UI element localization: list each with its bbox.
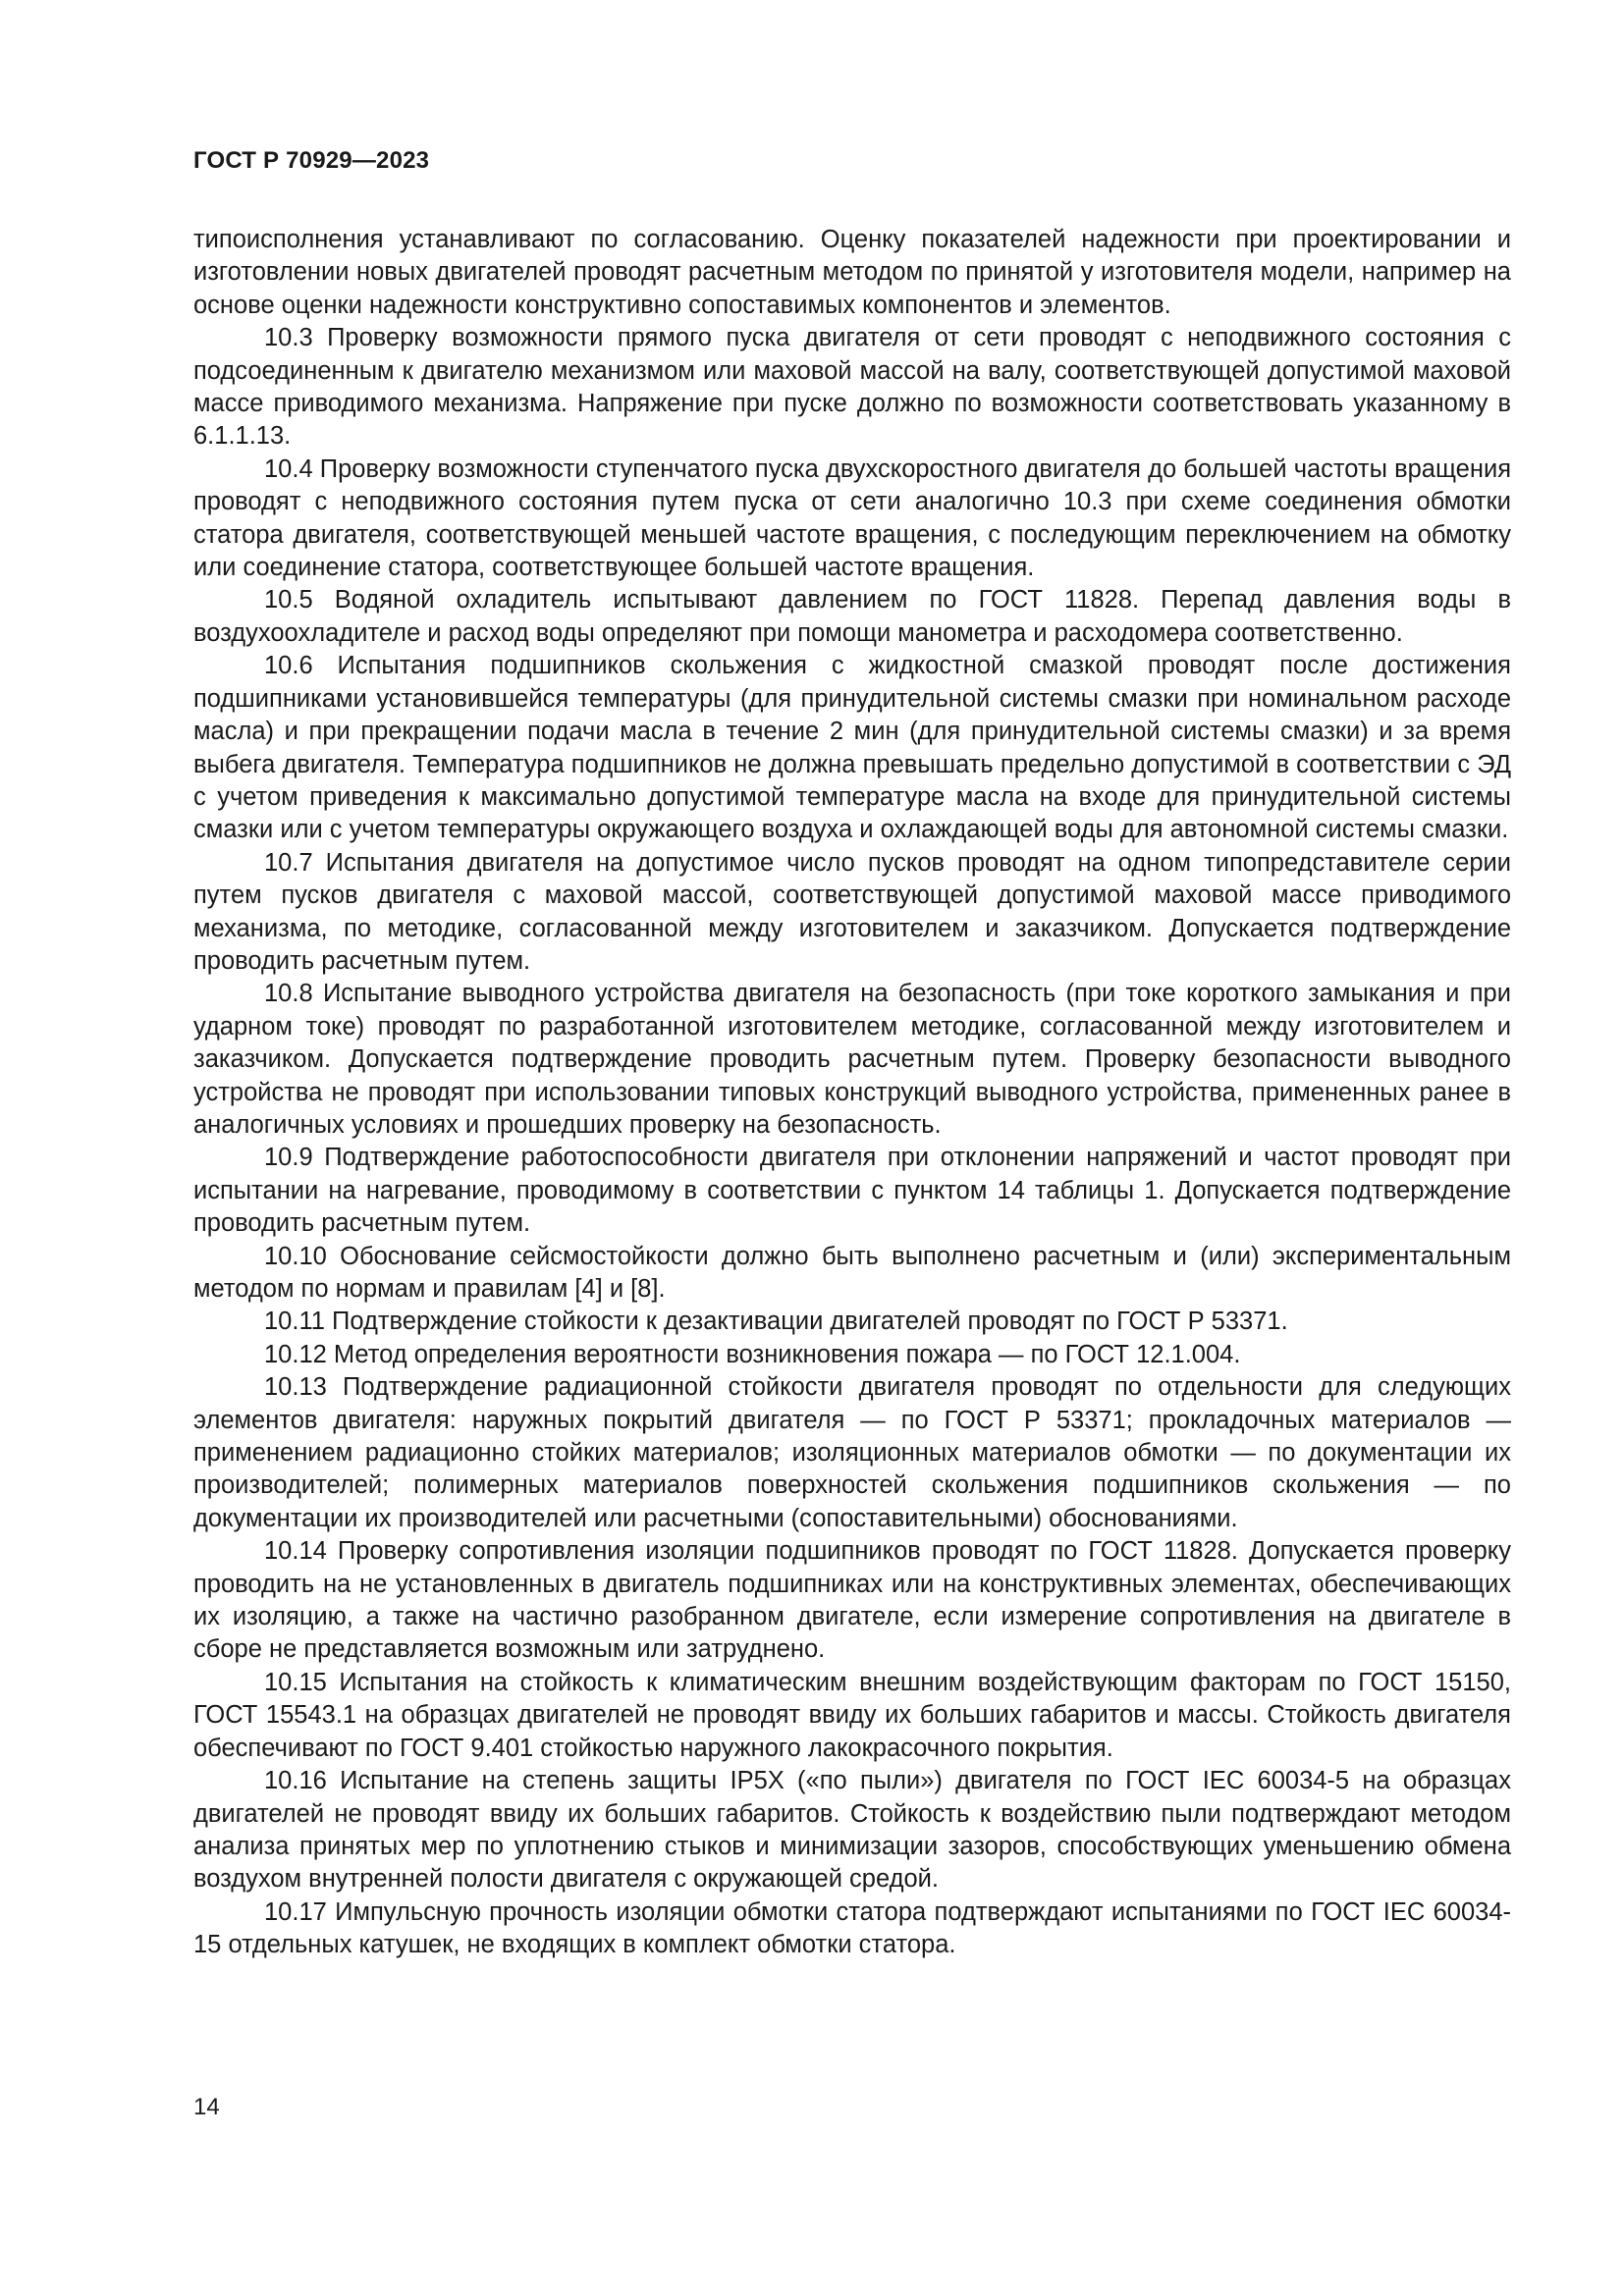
page-number: 14 <box>193 2094 220 2120</box>
document-body <box>193 224 1511 1962</box>
paragraph-10-5: 10.5 Водяной охладитель испытывают давлением по ГОСТ 11828. Перепад давления воды в воздухоохладителе и расход воды определяют при помощи манометра и расходомера соответственно. <box>193 586 1511 647</box>
paragraph-10-9: 10.9 Подтверждение работоспособности двигателя при отклонении напряжений и частот проводят при испытании на нагревание, проводимому в соответствии с пунктом 14 таблицы 1. Допускается подтверждение проводить расчетным путем. <box>193 1144 1511 1238</box>
paragraph-10-13: 10.13 Подтверждение радиационной стойкости двигателя проводят по отдельности для следующих элементов двигателя: наружных покрытий двигателя — по ГОСТ Р 53371; прокладочных материалов — применением радиационно стойких материалов; изоляционных материалов обмотки — по документации их производителей; полимерных материалов поверхностей скольжения подшипников скольжения — по документации их производителей или расчетными (сопоставительными) обоснованиями. <box>193 1373 1511 1532</box>
paragraph-10-16: 10.16 Испытание на степень защиты IP5X («по пыли») двигателя по ГОСТ IEC 60034-5 на образцах двигателей не проводят ввиду их больших габаритов. Стойкость к воздействию пыли подтверждают методом анализа принятых мер по уплотнению стыков и минимизации зазоров, способствующих уменьшению обмена воздухом внутренней полости двигателя с окружающей средой. <box>193 1767 1511 1894</box>
paragraph-10-4: 10.4 Проверку возможности ступенчатого пуска двухскоростного двигателя до большей частоты вращения проводят с неподвижного состояния путем пуска от сети аналогично 10.3 при схеме соединения обмотки статора двигателя, соответствующей меньшей частоте вращения, с последующим переключением на обмотку или соединение статора, соответствующее большей частоте вращения. <box>193 454 1511 582</box>
paragraph-continuation: типоисполнения устанавливают по согласованию. Оценку показателей надежности при проектировании и изготовлении новых двигателей проводят расчетным методом по принятой у изготовителя модели, например на основе оценки надежности конструктивно сопоставимых компонентов и элементов. <box>193 226 1511 319</box>
paragraph-10-7: 10.7 Испытания двигателя на допустимое число пусков проводят на одном типопредставителе серии путем пусков двигателя с маховой массой, соответствующей допустимой маховой массе приводимого механизма, по методике, согласованной между изготовителем и заказчиком. Допускается подтверждение проводить расчетным путем. <box>193 848 1511 975</box>
paragraph-10-8: 10.8 Испытание выводного устройства двигателя на безопасность (при токе короткого замыкания и при ударном токе) проводят по разработанной изготовителем методике, согласованной между изготовителем и заказчиком. Допускается подтверждение проводить расчетным путем. Проверку безопасности выводного устройства не проводят при использовании типовых конструкций выводного устройства, примененных ранее в аналогичных условиях и прошедших проверку на безопасность. <box>193 980 1511 1139</box>
paragraph-10-6: 10.6 Испытания подшипников скольжения с жидкостной смазкой проводят после достижения подшипниками установившейся температуры (для принудительной системы смазки при номинальном расходе масла) и при прекращении подачи масла в течение 2 мин (для принудительной системы смазки) и за время выбега двигателя. Температура подшипников не должна превышать предельно допустимой в соответствии с ЭД с учетом приведения к максимально допустимой температуре масла на входе для принудительной системы смазки или с учетом температуры окружающего воздуха и охлаждающей воды для автономной системы смазки. <box>193 652 1511 844</box>
paragraph-10-11: 10.11 Подтверждение стойкости к дезактивации двигателей проводят по ГОСТ Р 53371. <box>264 1308 1288 1336</box>
paragraph-10-10: 10.10 Обоснование сейсмостойкости должно быть выполнено расчетным и (или) экспериментальным методом по нормам и правилам [4] и [8]. <box>193 1242 1511 1303</box>
paragraph-10-3: 10.3 Проверку возможности прямого пуска двигателя от сети проводят с неподвижного состояния с подсоединенным к двигателю механизмом или маховой массой на валу, соответствующей допустимой маховой массе приводимого механизма. Напряжение при пуске должно по возможности соответствовать указанному в 6.1.1.13. <box>193 324 1511 451</box>
document-header: ГОСТ Р 70929—2023 <box>193 147 430 174</box>
paragraph-10-17: 10.17 Импульсную прочность изоляции обмотки статора подтверждают испытаниями по ГОСТ IEC 60034-15 отдельных катушек, не входящих в комплект обмотки статора. <box>193 1897 1511 1959</box>
paragraph-10-15: 10.15 Испытания на стойкость к климатическим внешним воздействующим факторам по ГОСТ 15150, ГОСТ 15543.1 на образцах двигателей не проводят ввиду их больших габаритов и массы. Стойкость двигателя обеспечивают по ГОСТ 9.401 стойкостью наружного лакокрасочного покрытия. <box>193 1668 1511 1762</box>
paragraph-10-14: 10.14 Проверку сопротивления изоляции подшипников проводят по ГОСТ 11828. Допускается проверку проводить на не установленных в двигатель подшипниках или на конструктивных элементах, обеспечивающих их изоляцию, а также на частично разобранном двигателе, если измерение сопротивления на двигателе в сборе не представляется возможным или затруднено. <box>193 1537 1511 1664</box>
paragraph-10-12: 10.12 Метод определения вероятности возникновения пожара — по ГОСТ 12.1.004. <box>264 1340 1241 1368</box>
